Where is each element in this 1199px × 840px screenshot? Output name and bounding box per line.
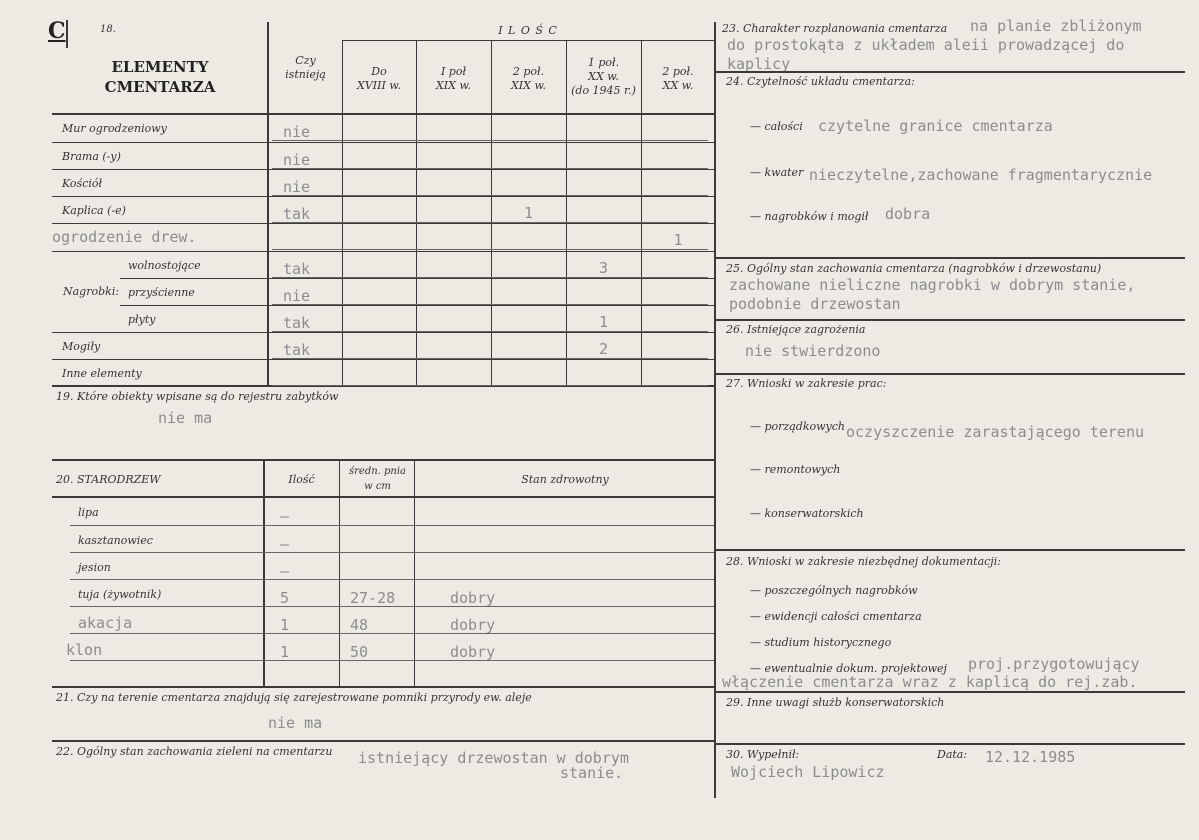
s22-label: 22. Ogólny stan zachowania zieleni na cmentarzu xyxy=(56,745,333,758)
element-quantity-value: 1 xyxy=(598,313,609,331)
s24-label: 24. Czytelność układu cmentarza: xyxy=(726,75,915,88)
s28-label: 28. Wnioski w zakresie niezbędnej dokumentacji: xyxy=(726,555,1001,568)
s28-item1: — poszczególnych nagrobków xyxy=(750,584,918,597)
tree-row-divider xyxy=(70,660,715,661)
col-czy-line1: Czy xyxy=(295,54,316,67)
period-header-3-line2: XIX w. xyxy=(510,79,547,92)
grid-line xyxy=(414,460,415,686)
section-letter-bar xyxy=(66,20,68,48)
period-header-5-line2: XX w. xyxy=(662,79,694,92)
grid-line xyxy=(715,71,1185,73)
s23-value-line1: na planie zbliżonym xyxy=(970,17,1142,35)
grid-line xyxy=(715,691,1185,693)
grid-line xyxy=(339,460,340,686)
element-exists-value: tak xyxy=(283,341,311,359)
element-row-label: Kaplica (-e) xyxy=(62,204,126,217)
period-header-5-line1: 2 poł. xyxy=(662,65,694,78)
element-exists-value: nie xyxy=(283,123,311,141)
elements-title-line2: CMENTARZA xyxy=(104,78,216,96)
s27-remont-label: — remontowych xyxy=(750,463,841,476)
period-header-4-line3: (do 1945 r.) xyxy=(571,84,636,97)
s20-col-diam-line1: średn. pnia xyxy=(348,466,407,477)
period-header-4-line2: XX w. xyxy=(588,70,619,83)
tree-qty: – xyxy=(280,535,290,553)
col-ilosc-header: I L O Ś C xyxy=(498,24,558,37)
element-exists-value: tak xyxy=(283,314,311,332)
s30-date-value: 12.12.1985 xyxy=(985,748,1076,766)
row-divider xyxy=(52,169,715,170)
tree-row-divider xyxy=(70,633,715,634)
s20-label: 20. STARODRZEW xyxy=(56,473,161,486)
grid-line xyxy=(566,40,567,386)
grid-line xyxy=(342,40,343,386)
s24-kwater-value: nieczytelne,zachowane fragmentarycznie xyxy=(809,166,1153,184)
element-exists-value: nie xyxy=(283,151,311,169)
grid-line xyxy=(342,40,715,41)
s23-value-line3: kaplicy xyxy=(727,55,791,73)
section-18-number: 18. xyxy=(100,24,116,35)
s20-col-qty: Ilość xyxy=(288,473,315,486)
row-divider xyxy=(120,278,715,279)
s22-value-line1: istniejący drzewostan w dobrym xyxy=(358,749,629,767)
s30-date-label: Data: xyxy=(937,748,968,761)
tree-state: dobry xyxy=(450,589,496,607)
element-row-label: Mogiły xyxy=(62,340,101,353)
element-quantity-value: 2 xyxy=(598,340,609,358)
s19-value: nie ma xyxy=(158,409,213,427)
element-row-label: płyty xyxy=(128,313,156,326)
tree-qty: 1 xyxy=(280,643,290,661)
s25-value-line1: zachowane nieliczne nagrobki w dobrym stanie, xyxy=(729,276,1136,294)
grid-line xyxy=(715,743,1185,745)
grid-line xyxy=(52,740,715,742)
period-header-2-line2: XIX w. xyxy=(435,79,472,92)
grid-line xyxy=(715,373,1185,375)
s21-value: nie ma xyxy=(268,714,323,732)
period-header-3-line1: 2 poł. xyxy=(512,65,545,78)
row-divider xyxy=(52,223,715,224)
s26-value: nie stwierdzono xyxy=(745,342,881,360)
element-exists-value: nie xyxy=(283,178,311,196)
period-header-1-line2: XVIII w. xyxy=(357,79,401,92)
s25-label: 25. Ogólny stan zachowania cmentarza (nagrobków i drzewostanu) xyxy=(726,262,1102,275)
section-letter: C xyxy=(48,18,66,44)
cell-underline xyxy=(272,249,708,250)
grid-line xyxy=(715,549,1185,551)
grid-line xyxy=(263,460,265,686)
s24-nagrobkow-value: dobra xyxy=(885,205,931,223)
s28-item3: — studium historycznego xyxy=(750,636,892,649)
element-row-label: Inne elementy xyxy=(62,367,142,380)
s24-kwater-label: — kwater xyxy=(750,166,804,179)
col-czy-line2: istnieją xyxy=(285,68,326,81)
element-quantity-value: 3 xyxy=(598,259,609,277)
tree-qty: – xyxy=(280,507,290,525)
s30-label: 30. Wypełnił: xyxy=(726,748,800,761)
row-divider xyxy=(52,359,715,360)
element-row-label: Kościół xyxy=(62,177,103,190)
tree-qty: – xyxy=(280,562,290,580)
period-header-2-line1: I poł xyxy=(440,65,467,78)
element-row-label: ogrodzenie drew. xyxy=(52,228,197,246)
element-quantity-value: 1 xyxy=(523,204,534,222)
s24-calosci-value: czytelne granice cmentarza xyxy=(818,117,1053,135)
s19-label: 19. Które obiekty wpisane są do rejestru zabytków xyxy=(56,390,339,403)
tree-diam: 27-28 xyxy=(350,589,396,607)
s23-label: 23. Charakter rozplanowania cmentarza xyxy=(722,22,948,35)
tree-name: lipa xyxy=(78,506,99,519)
element-exists-value: nie xyxy=(283,287,311,305)
s30-value: Wojciech Lipowicz xyxy=(731,763,885,781)
element-exists-value: tak xyxy=(283,205,311,223)
grid-line xyxy=(416,40,417,386)
s26-label: 26. Istniejące zagrożenia xyxy=(726,323,866,336)
s25-value-line2: podobnie drzewostan xyxy=(729,295,901,313)
cell-underline xyxy=(272,385,708,386)
tree-diam: 48 xyxy=(350,616,369,634)
s20-col-state: Stan zdrowotny xyxy=(521,473,609,486)
row-divider xyxy=(52,196,715,197)
element-row-label: wolnostojące xyxy=(128,259,201,272)
tree-state: dobry xyxy=(450,616,496,634)
s28-item4: — ewentualnie dokum. projektowej xyxy=(750,662,947,675)
s28-item4-value-line1: proj.przygotowujący xyxy=(968,655,1140,673)
tree-qty: 1 xyxy=(280,616,290,634)
tree-row-divider xyxy=(70,579,715,580)
s22-value-line2: stanie. xyxy=(560,764,624,782)
s27-label: 27. Wnioski w zakresie prac: xyxy=(726,377,887,390)
s24-calosci-label: — całości xyxy=(750,120,803,133)
cell-underline xyxy=(272,140,708,141)
s28-item4-value-line2: włączenie cmentarza wraz z kaplicą do rej.zab. xyxy=(722,673,1138,691)
grid-line xyxy=(491,40,492,386)
tree-name: kasztanowiec xyxy=(78,534,153,547)
grid-line xyxy=(52,113,715,115)
element-quantity-value: 1 xyxy=(673,231,683,249)
tree-state: dobry xyxy=(450,643,496,661)
grid-line xyxy=(715,319,1185,321)
row-divider xyxy=(52,332,715,333)
s27-porz-value: oczyszczenie zarastającego terenu xyxy=(846,423,1145,441)
tree-name: akacja xyxy=(78,614,133,632)
tree-name: klon xyxy=(66,641,103,659)
s21-label: 21. Czy na terenie cmentarza znajdują się zarejestrowane pomniki przyrody ew. aleje xyxy=(56,691,532,704)
period-header-4-line1: 1 poł. xyxy=(587,56,620,69)
s28-item2: — ewidencji całości cmentarza xyxy=(750,610,922,623)
s23-value-line2: do prostokąta z układem aleii prowadzącej do xyxy=(727,36,1125,54)
tree-diam: 50 xyxy=(350,643,369,661)
center-divider xyxy=(714,22,716,798)
tree-row-divider xyxy=(70,552,715,553)
tree-name: tuja (żywotnik) xyxy=(78,588,162,601)
grid-line xyxy=(52,496,715,498)
tree-qty: 5 xyxy=(280,589,290,607)
s27-porz-label: — porządkowych xyxy=(750,420,845,433)
element-exists-value: tak xyxy=(283,260,311,278)
grid-line xyxy=(52,686,715,688)
element-row-label: Mur ogrodzeniowy xyxy=(62,122,167,135)
tree-row-divider xyxy=(70,606,715,607)
tree-row-divider xyxy=(70,525,715,526)
row-divider xyxy=(120,305,715,306)
row-divider xyxy=(52,251,715,252)
period-header-1-line1: Do xyxy=(371,65,387,78)
tree-name: jesion xyxy=(78,561,111,574)
element-row-label: przyścienne xyxy=(128,286,195,299)
s27-konserw-label: — konserwatorskich xyxy=(750,507,864,520)
s20-col-diam-line2: w cm xyxy=(364,481,391,492)
s29-label: 29. Inne uwagi służb konserwatorskich xyxy=(726,696,945,709)
grid-line xyxy=(641,40,642,386)
nagrobki-label: Nagrobki: xyxy=(63,285,120,298)
grid-line xyxy=(715,257,1185,259)
elements-title-line1: ELEMENTY xyxy=(111,58,209,76)
s24-nagrobkow-label: — nagrobków i mogił xyxy=(750,210,869,223)
grid-line xyxy=(52,459,715,461)
row-divider xyxy=(52,142,715,143)
element-row-label: Brama (-y) xyxy=(62,150,121,163)
